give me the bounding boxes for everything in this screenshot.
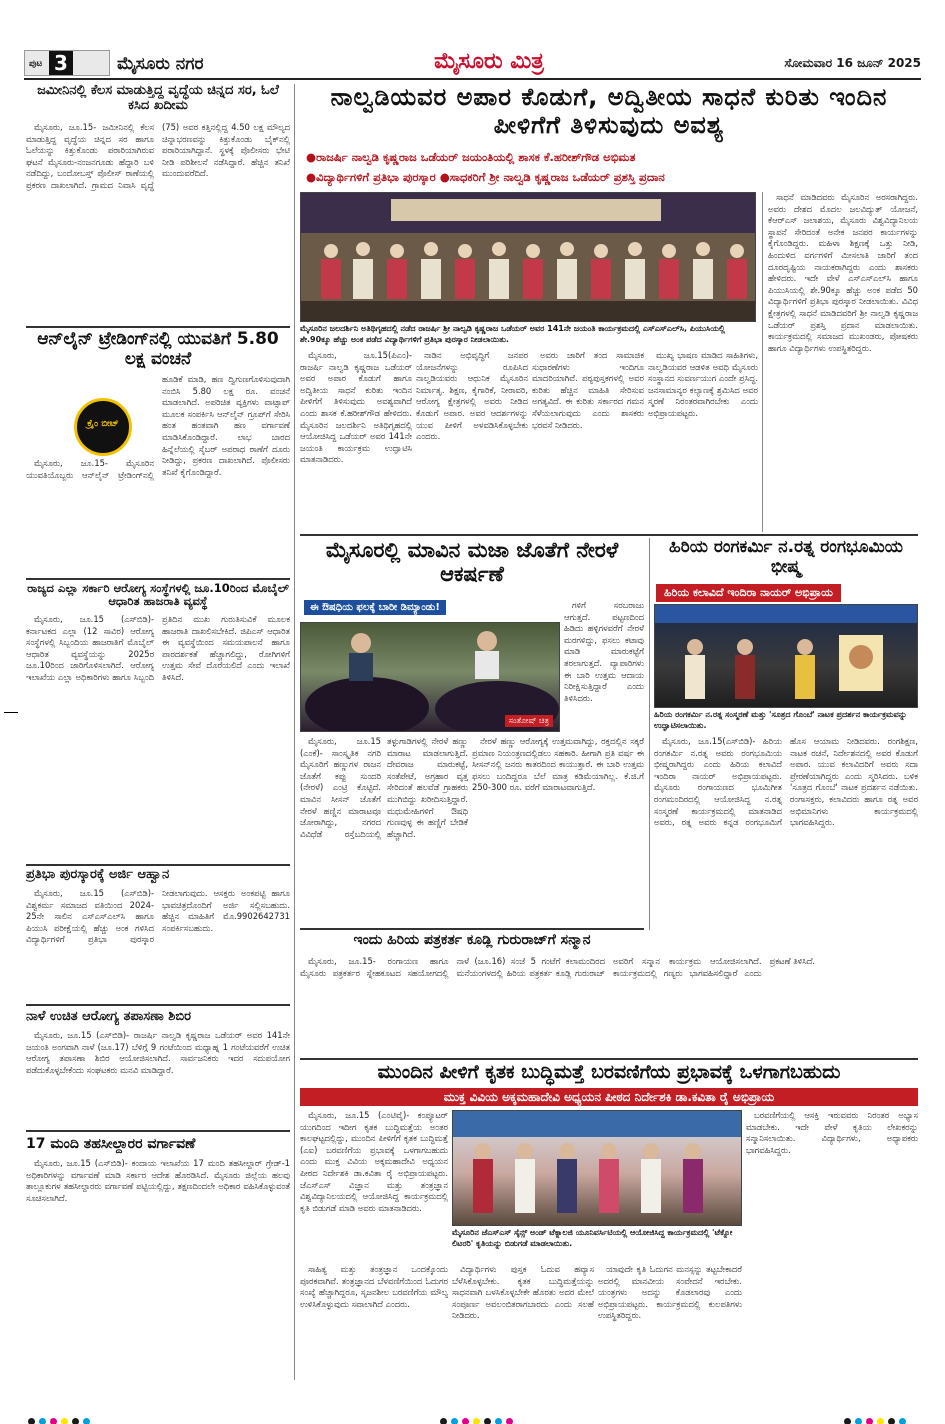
- ai-body-right-top-text: ಬರವಣಿಗೆಯಲ್ಲಿ ಆಸಕ್ತಿ ಇರುವವರು ನಿರಂತರ ಅಭ್ಯಾಸ ಮಾಡಬೇಕು. ಇದೇ ವೇಳೆ ಕೃತಿಯ ಲೇಖಕರನ್ನು ಸನ್ಮಾನಿಸಲಾಯಿತು. ವಿದ್ಯಾರ್ಥಿಗಳು, ಅಧ್ಯಾಪಕರು ಭಾಗವಹಿಸಿದ್ದರು.: [746, 1110, 918, 1155]
- story3-body-text: ಮೈಸೂರು, ಜೂ.15 (ಎಸ್‌ಬಿಡಿ)- ಕರ್ನಾಟಕದ ಎಲ್ಲಾ (12 ಸಾವಿರ) ಆರೋಗ್ಯ ಸಂಸ್ಥೆಗಳಲ್ಲಿ ಸಿಬ್ಬಂದಿಯ ಹಾಜರಾತಿಗೆ ಮೊಬೈಲ್ ಆಧಾರಿತ ವ್ಯವಸ್ಥೆಯನ್ನು 2025ರ ಜೂ.10ರಿಂದ ಜಾರಿಗೊಳಿಸಲಾಗಿದೆ. ಆರೋಗ್ಯ ಇಲಾಖೆಯ ಎಲ್ಲಾ ಅಧಿಕಾರಿಗಳು ಹಾಗೂ ಸಿಬ್ಬಂದಿ ಪ್ರತಿದಿನ ಮುಖ ಗುರುತಿಸುವಿಕೆ ಮೂಲಕ ಹಾಜರಾತಿ ದಾಖಲಿಸಬೇಕಿದೆ. ಜಿಪಿಎಸ್ ಆಧಾರಿತ ಈ ವ್ಯವಸ್ಥೆಯಿಂದ ಸಮಯಪಾಲನೆ ಹಾಗೂ ಪಾರದರ್ಶಕತೆ ಹೆಚ್ಚಾಗಲಿದ್ದು, ರೋಗಿಗಳಿಗೆ ಉತ್ತಮ ಸೇವೆ ದೊರೆಯಲಿದೆ ಎಂದು ಇಲಾಖೆ ತಿಳಿಸಿದೆ.: [26, 614, 290, 682]
- mango-tag: ಈ ಔಷಧಿಯ ಫಲಕ್ಕೆ ಬಾರೀ ಡಿಮ್ಯಾಂಡು!: [304, 600, 446, 615]
- lead-body-right-text: ಸಾಧನೆ ಮಾಡಿದವರು ಮೈಸೂರಿನ ಅರಸರಾಗಿದ್ದರು. ಅವರು ದೇಶದ ಮೊದಲ ಜಲವಿದ್ಯುತ್ ಯೋಜನೆ, ಕೆಆರ್‌ಎಸ್ ಜಲಾಶಯ, ಮೈಸೂರು ವಿಶ್ವವಿದ್ಯಾನಿಲಯ ಸ್ಥಾಪನೆ ಸೇರಿದಂತೆ ಅನೇಕ ಜನಪರ ಕಾರ್ಯಗಳನ್ನು ಕೈಗೊಂಡಿದ್ದರು. ಮಹಿಳಾ ಶಿಕ್ಷಣಕ್ಕೆ ಒತ್ತು ನೀಡಿ, ಹಿಂದುಳಿದ ವರ್ಗಗಳಿಗೆ ಮೀಸಲಾತಿ ಜಾರಿಗೆ ತಂದ ದೂರದೃಷ್ಟಿಯ ನಾಯಕರಾಗಿದ್ದರು ಎಂದು ಶಾಸಕರು ಹೇಳಿದರು. ಇದೇ ವೇಳೆ ಎಸ್ಎಸ್ಎಲ್‌ಸಿ ಹಾಗೂ ಪಿಯುಸಿಯಲ್ಲಿ ಶೇ.90ಕ್ಕೂ ಹೆಚ್ಚು ಅಂಕ ಪಡೆದ 50 ವಿದ್ಯಾರ್ಥಿಗಳಿಗೆ ಪ್ರತಿಭಾ ಪುರಸ್ಕಾರ ನೀಡಲಾಯಿತು. ವಿವಿಧ ಕ್ಷೇತ್ರಗಳಲ್ಲಿ ಸಾಧನೆ ಮಾಡಿದವರಿಗೆ ಶ್ರೀ ನಾಲ್ವಡಿ ಕೃಷ್ಣರಾಜ ಒಡೆಯರ್ ಪ್ರಶಸ್ತಿ ಪ್ರದಾನ ಮಾಡಲಾಯಿತು. ಕಾರ್ಯಕ್ರಮದಲ್ಲಿ ಸಮಾಜದ ಮುಖಂಡರು, ಪೋಷಕರು ಹಾಗೂ ವಿದ್ಯಾರ್ಥಿಗಳು ಉಪಸ್ಥಿತರಿದ್ದರು.: [768, 192, 918, 353]
- story1-body-text: ಮೈಸೂರು, ಜೂ.15- ಜಮೀನಿನಲ್ಲಿ ಕೆಲಸ ಮಾಡುತ್ತಿದ್ದ ವೃದ್ಧೆಯ ಚಿನ್ನದ ಸರ ಹಾಗೂ ಓಲೆಯನ್ನು ಕಿತ್ತುಕೊಂಡು ಪರಾರಿಯಾಗಿರುವ ಘಟನೆ ಮೈಸೂರು-ನಂಜನಗೂಡು ಹೆದ್ದಾರಿ ಬಳಿ ನಡೆದಿದ್ದು, ಬಂದೋಬಸ್ತ್ ಪೊಲೀಸ್ ಠಾಣೆಯಲ್ಲಿ ಪ್ರಕರಣ ದಾಖಲಾಗಿದೆ. ಗ್ರಾಮದ ನಿವಾಸಿ ವೃದ್ಧೆ (75) ಅವರ ಕತ್ತಿನಲ್ಲಿದ್ದ 4.50 ಲಕ್ಷ ಮೌಲ್ಯದ ಚಿನ್ನಾಭರಣವನ್ನು ಕಿತ್ತುಕೊಂಡು ಬೈಕ್‌ನಲ್ಲಿ ಪರಾರಿಯಾಗಿದ್ದಾನೆ. ಸ್ಥಳಕ್ಕೆ ಪೊಲೀಸರು ಭೇಟಿ ನೀಡಿ ಪರಿಶೀಲನೆ ನಡೆಸಿದ್ದಾರೆ. ಹೆಚ್ಚಿನ ತನಿಖೆ ಮುಂದುವರೆದಿದೆ.: [26, 122, 290, 190]
- story3-headline: ರಾಜ್ಯದ ಎಲ್ಲಾ ಸರ್ಕಾರಿ ಆರೋಗ್ಯ ಸಂಸ್ಥೆಗಳಲ್ಲಿ ಜೂ.10ರಿಂದ ಮೊಬೈಲ್ ಆಧಾರಿತ ಹಾಜರಾತಿ ವ್ಯವಸ್ಥೆ: [27, 581, 289, 609]
- theatre-body-text: ಮೈಸೂರು, ಜೂ.15(ಎಸ್‌ಬಿಡಿ)- ಹಿರಿಯ ರಂಗಕರ್ಮಿ ನ.ರತ್ನ ಅವರು ರಂಗಭೂಮಿಯ ಭೀಷ್ಮರಾಗಿದ್ದರು ಎಂದು ಹಿರಿಯ ಕಲಾವಿದೆ ಇಂದಿರಾ ನಾಯರ್ ಅಭಿಪ್ರಾಯಪಟ್ಟರು. ಮೈಸೂರು ರಂಗಾಯಣದ ಭೂಮಿಗೀತ ರಂಗಮಂದಿರದಲ್ಲಿ ಆಯೋಜಿಸಿದ್ದ ನ.ರತ್ನ ಸಂಸ್ಮರಣೆ ಕಾರ್ಯಕ್ರಮದಲ್ಲಿ ಮಾತನಾಡಿದ ಅವರು, ರತ್ನ ಅವರು ಕನ್ನಡ ರಂಗಭೂಮಿಗೆ ಹೊಸ ಆಯಾಮ ನೀಡಿದವರು. ರಂಗಶಿಕ್ಷಣ, ನಾಟಕ ರಚನೆ, ನಿರ್ದೇಶನದಲ್ಲಿ ಅವರ ಕೊಡುಗೆ ಅಪಾರ. ಯುವ ಕಲಾವಿದರಿಗೆ ಅವರು ಸದಾ ಪ್ರೇರಣೆಯಾಗಿದ್ದರು ಎಂದು ಸ್ಮರಿಸಿದರು. ಬಳಿಕ 'ಸೂತ್ರದ ಗೊಂಬೆ' ನಾಟಕ ಪ್ರದರ್ಶನ ನಡೆಯಿತು. ರಂಗಾಸಕ್ತರು, ಕಲಾವಿದರು ಹಾಗೂ ರತ್ನ ಅವರ ಅಭಿಮಾನಿಗಳು ಕಾರ್ಯಕ್ರಮದಲ್ಲಿ ಭಾಗವಹಿಸಿದ್ದರು.: [654, 736, 918, 828]
- story5-body: [26, 1030, 290, 1126]
- book-release-illustration: [453, 1111, 742, 1226]
- ai-body-col-1: [300, 1264, 448, 1378]
- mango-photo: [300, 622, 560, 732]
- mango-body-right-text: ಗಳಿಗೆ ಸರಬರಾಜು ಆಗುತ್ತದೆ. ಪಟ್ಟಣದಿಂದ ಹಿಡಿದು ಹಳ್ಳಿಗಳವರೆಗೆ ನೇರಳೆ ಮರಗಳಿದ್ದು, ಫಸಲು ಕಟಾವು ಮಾಡಿ ಮಾರುಕಟ್ಟೆಗೆ ತರಲಾಗುತ್ತದೆ. ವ್ಯಾಪಾರಿಗಳು ಈ ಬಾರಿ ಉತ್ತಮ ಆದಾಯ ನಿರೀಕ್ಷಿಸುತ್ತಿದ್ದಾರೆ ಎಂದು ತಿಳಿಸಿದರು.: [564, 600, 644, 703]
- registration-dots-left: [28, 1410, 94, 1418]
- lead-body-col-4-text: ಮುಖ್ಯ ಭಾಷಣ ಮಾಡಿದ ಸಾಹಿತಿಗಳು, ನಾಲ್ವಡಿಯವರ ಆಡಳಿತ ಅವಧಿ ಮೈಸೂರು ಸಂಸ್ಥಾನದ ಸುವರ್ಣಯುಗ ಎಂದೇ ಪ್ರಸಿದ್ಧ. ಜನಸಾಮಾನ್ಯರ ಕಲ್ಯಾಣಕ್ಕೆ ಶ್ರಮಿಸಿದ ಅವರ ಸ್ಮರಣೆ ನಿರಂತರವಾಗಿರಬೇಕು ಎಂದು ಅಭಿಪ್ರಾಯಪಟ್ಟರು.: [648, 350, 758, 418]
- story5-headline: ನಾಳೆ ಉಚಿತ ಆರೋಗ್ಯ ತಪಾಸಣಾ ಶಿಬಿರ: [26, 1009, 191, 1024]
- mango-body-mid-text: ನೇರಳೆ ಹಣ್ಣು ಆರೋಗ್ಯಕ್ಕೆ ಉತ್ತಮವಾಗಿದ್ದು, ರಕ್ತದಲ್ಲಿನ ಸಕ್ಕರೆ ಪ್ರಮಾಣ ನಿಯಂತ್ರಣದಲ್ಲಿಡಲು ಸಹಕಾರಿ. ಹೀಗಾಗಿ ಪ್ರತಿ ವರ್ಷ ಈ ಸೀಸನ್‌ನಲ್ಲಿ ಜನರು ಕಾತರದಿಂದ ಕಾಯುತ್ತಾರೆ. ಈ ಬಾರಿ ಉತ್ತಮ ಫಸಲು ಬಂದಿದ್ದರೂ ಬೆಲೆ ಮಾತ್ರ ಕಡಿಮೆಯಾಗಿಲ್ಲ. ಕೆ.ಜಿ.ಗೆ 250-300 ರೂ. ವರೆಗೆ ಮಾರಾಟವಾಗುತ್ತಿದೆ.: [472, 736, 644, 793]
- lead-body-col-1: [300, 350, 412, 530]
- lead-body-col-2: [416, 350, 528, 530]
- lead-photo-caption: ಮೈಸೂರಿನ ಜಲದರ್ಶಿನಿ ಅತಿಥಿಗೃಹದಲ್ಲಿ ನಡೆದ ರಾಜರ್ಷಿ ಶ್ರೀ ನಾಲ್ವಡಿ ಕೃಷ್ಣರಾಜ ಒಡೆಯರ್ ಅವರ 141ನೇ ಜಯಂತಿ ಕಾರ್ಯಕ್ರಮದಲ್ಲಿ ಎಸ್ಎಸ್ಎಲ್‌ಸಿ, ಪಿಯುಸಿಯಲ್ಲಿ ಶೇ.90ಕ್ಕೂ ಹೆಚ್ಚು ಅಂಕ ಪಡೆದ ವಿದ್ಯಾರ್ಥಿಗಳಿಗೆ ಪ್ರತಿಭಾ ಪುರಸ್ಕಾರ ನೀಡಲಾಯಿತು.: [300, 324, 725, 344]
- story3-body: [26, 614, 290, 862]
- divider: [300, 1058, 918, 1060]
- divider: [26, 1004, 290, 1006]
- divider: [26, 864, 290, 866]
- story4-body-text: ಮೈಸೂರು, ಜೂ.15 (ಎಸ್‌ಬಿಡಿ)- ವಿಶ್ವಕರ್ಮ ಸಮಾಜದ ವತಿಯಿಂದ 2024-25ನೇ ಸಾಲಿನ ಎಸ್ಎಸ್ಎಲ್‌ಸಿ ಹಾಗೂ ಪಿಯುಸಿ ಪರೀಕ್ಷೆಯಲ್ಲಿ ಹೆಚ್ಚು ಅಂಕ ಗಳಿಸಿದ ವಿದ್ಯಾರ್ಥಿಗಳಿಗೆ ಪ್ರತಿಭಾ ಪುರಸ್ಕಾರ ನೀಡಲಾಗುವುದು. ಆಸಕ್ತರು ಅಂಕಪಟ್ಟಿ ಹಾಗೂ ಭಾವಚಿತ್ರದೊಂದಿಗೆ ಅರ್ಜಿ ಸಲ್ಲಿಸಬಹುದು. ಹೆಚ್ಚಿನ ಮಾಹಿತಿಗೆ ಮೊ.9902642731 ಸಂಪರ್ಕಿಸಬಹುದು.: [26, 888, 290, 945]
- story2-body: [26, 374, 290, 574]
- lead-right-rule: [762, 192, 763, 532]
- story4-headline: ಪ್ರತಿಭಾ ಪುರಸ್ಕಾರಕ್ಕೆ ಅರ್ಜಿ ಆಹ್ವಾನ: [26, 867, 170, 882]
- theatre-photo: [654, 604, 918, 708]
- story6-headline: 17 ಮಂದಿ ತಹಸೀಲ್ದಾರರ ವರ್ಗಾವಣೆ: [26, 1136, 196, 1152]
- ai-body-col-1-text: ಸಾಹಿತ್ಯ ಮತ್ತು ತಂತ್ರಜ್ಞಾನ ಒಂದಕ್ಕೊಂದು ಪೂರಕವಾಗಿವೆ. ತಂತ್ರಜ್ಞಾನದ ಬೆಳವಣಿಗೆಯಿಂದ ಓದುಗರ ಸಂಖ್ಯೆ ಹೆಚ್ಚಾಗಿದ್ದರೂ, ಸೃಜನಶೀಲ ಬರವಣಿಗೆಯ ಮೌಲ್ಯ ಉಳಿಸಿಕೊಳ್ಳುವುದು ಸವಾಲಾಗಿದೆ ಎಂದರು.: [300, 1264, 448, 1309]
- page-number-box: [24, 50, 204, 76]
- divider: [300, 928, 644, 930]
- left-column-rule: [294, 84, 295, 1380]
- lead-headline: ನಾಲ್ವಡಿಯವರ ಅಪಾರ ಕೊಡುಗೆ, ಅದ್ವಿತೀಯ ಸಾಧನೆ ಕುರಿತು ಇಂದಿನ ಪೀಳಿಗೆಗೆ ತಿಳಿಸುವುದು ಅವಶ್ಯ: [330, 83, 888, 139]
- lead-photo: [300, 192, 756, 322]
- divider: [300, 534, 918, 536]
- registration-dots-center: [440, 1410, 517, 1418]
- mango-body-right: [564, 600, 644, 732]
- ai-body-col-2: [452, 1264, 594, 1378]
- story2-headline: ಆನ್‌ಲೈನ್ ಟ್ರೇಡಿಂಗ್‌ನಲ್ಲಿ ಯುವತಿಗೆ 5.80 ಲಕ್ಷ ವಂಚನೆ: [37, 329, 279, 369]
- ai-body-left-text: ಮೈಸೂರು, ಜೂ.15 (ಎಂಟಿವೈ)- ಕಂಪ್ಯೂಟರ್ ಯುಗದಿಂದ ಇದೀಗ ಕೃತಕ ಬುದ್ಧಿಮತ್ತೆಯ ಅಂತರ ಕಾಲಘಟ್ಟದಲ್ಲಿದ್ದು, ಮುಂದಿನ ಪೀಳಿಗೆಗೆ ಕೃತಕ ಬುದ್ಧಿಮತ್ತೆ (ಎಐ) ಬರವಣಿಗೆಯ ಪ್ರಭಾವಕ್ಕೆ ಒಳಗಾಗಬಹುದು ಎಂದು ಮುಕ್ತ ವಿವಿಯ ಅಕ್ಕಮಹಾದೇವಿ ಅಧ್ಯಯನ ಪೀಠದ ನಿರ್ದೇಶಕಿ ಡಾ.ಕವಿತಾ ರೈ ಅಭಿಪ್ರಾಯಪಟ್ಟರು. ಜೆಎಸ್‌ಎಸ್ ವಿಜ್ಞಾನ ಮತ್ತು ತಂತ್ರಜ್ಞಾನ ವಿಶ್ವವಿದ್ಯಾನಿಲಯದಲ್ಲಿ ಆಯೋಜಿಸಿದ್ದ ಕಾರ್ಯಕ್ರಮದಲ್ಲಿ ಕೃತಿ ಬಿಡುಗಡೆ ಮಾಡಿ ಅವರು ಮಾತನಾಡಿದರು.: [300, 1110, 448, 1213]
- theatre-body: [654, 736, 918, 928]
- lead-body-col-1-text: ಮೈಸೂರು, ಜೂ.15(ಪಿಎಂ)- ರಾಜರ್ಷಿ ನಾಲ್ವಡಿ ಕೃಷ್ಣರಾಜ ಒಡೆಯರ್ ಅವರ ಅಪಾರ ಕೊಡುಗೆ ಹಾಗೂ ಅದ್ವಿತೀಯ ಸಾಧನೆ ಕುರಿತು ಇಂದಿನ ಪೀಳಿಗೆಗೆ ತಿಳಿಸುವುದು ಅವಶ್ಯವಾಗಿದೆ ಎಂದು ಶಾಸಕ ಕೆ.ಹರೀಶ್‌ಗೌಡ ಹೇಳಿದರು. ಮೈಸೂರಿನ ಜಲದರ್ಶಿನಿ ಅತಿಥಿಗೃಹದಲ್ಲಿ ಆಯೋಜಿಸಿದ್ದ ಒಡೆಯರ್ ಅವರ 141ನೇ ಜಯಂತಿ ಕಾರ್ಯಕ್ರಮ ಉದ್ಘಾಟಿಸಿ ಮಾತನಾಡಿದರು.: [300, 350, 412, 465]
- mango-headline: ಮೈಸೂರಲ್ಲಿ ಮಾವಿನ ಮಜಾ ಜೊತೆಗೆ ನೇರಳೆ ಆಕರ್ಷಣೆ: [325, 538, 619, 587]
- theatre-caption: ಹಿರಿಯ ರಂಗಕರ್ಮಿ ನ.ರತ್ನ ಸಂಸ್ಮರಣೆ ಮತ್ತು 'ಸೂತ್ರದ ಗೊಂಬೆ' ನಾಟಕ ಪ್ರದರ್ಶನ ಕಾರ್ಯಕ್ರಮವನ್ನು ಉದ್ಘಾಟಿಸಲಾಯಿತು.: [654, 710, 907, 730]
- story6-body: [26, 1158, 290, 1374]
- lead-body-right: [768, 192, 918, 532]
- story1-body: [26, 122, 290, 324]
- ai-photo: [452, 1110, 742, 1226]
- lead-body-col-4: [648, 350, 758, 530]
- ai-body-right-top: [746, 1110, 918, 1260]
- theatre-stage-illustration: [655, 605, 918, 708]
- crop-mark: [4, 712, 18, 713]
- lead-bullet-1: ●ರಾಜರ್ಷಿ ನಾಲ್ವಡಿ ಕೃಷ್ಣರಾಜ ಒಡೆಯರ್ ಜಯಂತಿಯಲ್ಲಿ ಶಾಸಕ ಕೆ.ಹರೀಶ್‌ಗೌಡ ಅಭಿಮತ: [306, 150, 636, 164]
- divider: [26, 1130, 290, 1132]
- ai-banner: ಮುಕ್ತ ವಿವಿಯ ಅಕ್ಕಮಹಾದೇವಿ ಅಧ್ಯಯನ ಪೀಠದ ನಿರ್ದೇಶಕಿ ಡಾ.ಕವಿತಾ ರೈ ಅಭಿಪ್ರಾಯ: [300, 1088, 918, 1106]
- lead-photo-illustration: [301, 193, 756, 322]
- theatre-left-rule: [649, 538, 650, 930]
- story4-body: [26, 888, 290, 1002]
- mango-body-left: [300, 736, 468, 926]
- story5-body-text: ಮೈಸೂರು, ಜೂ.15 (ಎಸ್‌ಬಿಡಿ)- ರಾಜರ್ಷಿ ನಾಲ್ವಡಿ ಕೃಷ್ಣರಾಜ ಒಡೆಯರ್ ಅವರ 141ನೇ ಜಯಂತಿ ಅಂಗವಾಗಿ ನಾಳೆ (ಜೂ.17) ಬೆಳಿಗ್ಗೆ 9 ಗಂಟೆಯಿಂದ ಮಧ್ಯಾಹ್ನ 1 ಗಂಟೆಯವರೆಗೆ ಉಚಿತ ಆರೋಗ್ಯ ತಪಾಸಣಾ ಶಿಬಿರ ಆಯೋಜಿಸಲಾಗಿದೆ. ಸಾರ್ವಜನಿಕರು ಇದರ ಸದುಪಯೋಗ ಪಡೆದುಕೊಳ್ಳಬೇಕೆಂದು ಸಂಘಟಕರು ಮನವಿ ಮಾಡಿದ್ದಾರೆ.: [26, 1030, 290, 1075]
- newspaper-brand: ಮೈಸೂರು ಮಿತ್ರ: [434, 48, 544, 74]
- mango-body-mid: [472, 736, 644, 926]
- ai-body-col-2-text: ವಿದ್ಯಾರ್ಥಿಗಳು ಪುಸ್ತಕ ಓದುವ ಹವ್ಯಾಸ ಬೆಳೆಸಿಕೊಳ್ಳಬೇಕು. ಕೃತಕ ಬುದ್ಧಿಮತ್ತೆಯನ್ನು ಸಾಧನವಾಗಿ ಬಳಸಿಕೊಳ್ಳಬೇಕೇ ಹೊರತು ಅದರ ಮೇಲೆ ಸಂಪೂರ್ಣ ಅವಲಂಬಿತರಾಗಬಾರದು ಎಂದು ಸಲಹೆ ನೀಡಿದರು.: [452, 1264, 594, 1321]
- ai-body-col-3-text: ಯಾವುದೇ ಕೃತಿ ಓದುಗನ ಮನಸ್ಸನ್ನು ತಟ್ಟಬೇಕಾದರೆ ಅದರಲ್ಲಿ ಮಾನವೀಯ ಸಂವೇದನೆ ಇರಬೇಕು. ಯಂತ್ರಗಳು ಅದನ್ನು ಕೊಡಲಾರವು ಎಂದು ಅಭಿಪ್ರಾಯಪಟ್ಟರು. ಕಾರ್ಯಕ್ರಮದಲ್ಲಿ ಕುಲಪತಿಗಳು ಉಪಸ್ಥಿತರಿದ್ದರು.: [598, 1264, 742, 1321]
- divider: [26, 578, 290, 580]
- masthead: [24, 46, 921, 80]
- theatre-tag: ಹಿರಿಯ ಕಲಾವಿದೆ ಇಂದಿರಾ ನಾಯರ್ ಅಭಿಪ್ರಾಯ: [656, 584, 841, 602]
- ai-headline: ಮುಂದಿನ ಪೀಳಿಗೆ ಕೃತಕ ಬುದ್ಧಿಮತ್ತೆ ಬರವಣಿಗೆಯ ಪ್ರಭಾವಕ್ಕೆ ಒಳಗಾಗಬಹುದು: [377, 1061, 841, 1083]
- lead-body-col-3-text: ಅವರು ಜಾರಿಗೆ ತಂದ ಸಾಮಾಜಿಕ ಸುಧಾರಣೆಗಳು ಇಂದಿಗೂ ಮಾದರಿಯಾಗಿವೆ. ಪಠ್ಯಪುಸ್ತಕಗಳಲ್ಲಿ ಅವರ ಕುರಿತು ಹೆಚ್ಚಿನ ಮಾಹಿತಿ ಸೇರಿಸುವ ಅಗತ್ಯವಿದೆ. ಈ ಕುರಿತು ಸರ್ಕಾರದ ಗಮನ ಸೆಳೆಯಲಾಗುವುದು ಎಂದು ಶಾಸಕರು ಭರವಸೆ ನೀಡಿದರು.: [532, 350, 644, 430]
- lead-bullet-2: ●ವಿದ್ಯಾರ್ಥಿಗಳಿಗೆ ಪ್ರತಿಭಾ ಪುರಸ್ಕಾರ ●ಸಾಧಕರಿಗೆ ಶ್ರೀ ನಾಲ್ವಡಿ ಕೃಷ್ಣರಾಜ ಒಡೆಯರ್ ಪ್ರಶಸ್ತಿ ಪ್ರದಾನ: [306, 170, 665, 184]
- registration-dots-right: [844, 1410, 910, 1418]
- section-title: ಮೈಸೂರು ನಗರ: [117, 54, 204, 74]
- story2-body-text: ಮೈಸೂರು, ಜೂ.15- ಮೈಸೂರಿನ ಯುವತಿಯೊಬ್ಬರು ಆನ್‌ಲೈನ್ ಟ್ರೇಡಿಂಗ್‌ನಲ್ಲಿ ಹೂಡಿಕೆ ಮಾಡಿ, ಹಣ ದ್ವಿಗುಣಗೊಳಿಸುವುದಾಗಿ ನಂಬಿಸಿ 5.80 ಲಕ್ಷ ರೂ. ವಂಚನೆ ಮಾಡಲಾಗಿದೆ. ಅಪರಿಚಿತ ವ್ಯಕ್ತಿಗಳು ವಾಟ್ಸಾಪ್ ಮೂಲಕ ಸಂಪರ್ಕಿಸಿ ಆನ್‌ಲೈನ್ ಗ್ರೂಪ್‌ಗೆ ಸೇರಿಸಿ ಹಂತ ಹಂತವಾಗಿ ಹಣ ವರ್ಗಾವಣೆ ಮಾಡಿಸಿಕೊಂಡಿದ್ದಾರೆ. ಲಾಭ ಬಾರದ ಹಿನ್ನೆಲೆಯಲ್ಲಿ ಸೈಬರ್ ಅಪರಾಧ ಠಾಣೆಗೆ ದೂರು ನೀಡಿದ್ದು, ಪ್ರಕರಣ ದಾಖಲಾಗಿದೆ. ಪೊಲೀಸರು ತನಿಖೆ ಕೈಗೊಂಡಿದ್ದಾರೆ.: [26, 374, 290, 480]
- journalist-body-text: ಮೈಸೂರು, ಜೂ.15- ರಂಗಾಯಣ ಹಾಗೂ ಮೈಸೂರು ಪತ್ರಕರ್ತರ ಸ್ನೇಹಕೂಟದ ಸಹಯೋಗದಲ್ಲಿ ನಾಳೆ (ಜೂ.16) ಸಂಜೆ 5 ಗಂಟೆಗೆ ಕಲಾಮಂದಿರದ ಮನೆಯಂಗಳದಲ್ಲಿ ಹಿರಿಯ ಪತ್ರಕರ್ತ ಕೂಡ್ಲಿ ಗುರುರಾಜ್ ಅವರಿಗೆ ಸನ್ಮಾನ ಕಾರ್ಯಕ್ರಮ ಆಯೋಜಿಸಲಾಗಿದೆ. ಕಾರ್ಯಕ್ರಮದಲ್ಲಿ ಗಣ್ಯರು ಭಾಗವಹಿಸಲಿದ್ದಾರೆ ಎಂದು ಪ್ರಕಟಣೆ ತಿಳಿಸಿದೆ.: [300, 956, 816, 978]
- lead-body-col-2-text: ನಾಡಿನ ಅಭಿವೃದ್ಧಿಗೆ ಜನಪರ ಯೋಜನೆಗಳನ್ನು ರೂಪಿಸಿದ ನಾಲ್ವಡಿಯವರು ಆಧುನಿಕ ಮೈಸೂರಿನ ನಿರ್ಮಾತೃ. ಶಿಕ್ಷಣ, ಕೈಗಾರಿಕೆ, ನೀರಾವರಿ, ಆರೋಗ್ಯ ಕ್ಷೇತ್ರಗಳಲ್ಲಿ ಅವರು ನೀಡಿದ ಕೊಡುಗೆ ಅಪಾರ. ಅವರ ಆದರ್ಶಗಳನ್ನು ಯುವ ಪೀಳಿಗೆ ಅಳವಡಿಸಿಕೊಳ್ಳಬೇಕು ಎಂದರು.: [416, 350, 528, 442]
- page-number: 3: [49, 51, 73, 75]
- lead-body-col-3: [532, 350, 644, 530]
- theatre-headline: ಹಿರಿಯ ರಂಗಕರ್ಮಿ ನ.ರತ್ನ ರಂಗಭೂಮಿಯ ಭೀಷ್ಮ: [669, 537, 903, 577]
- divider: [26, 326, 290, 328]
- ai-body-left: [300, 1110, 448, 1260]
- ai-photo-caption: ಮೈಸೂರಿನ ಜೆಎಸ್‌ಎಸ್ ಸೈನ್ಸ್ ಅಂಡ್ ಟೆಕ್ನಾಲಜಿ ಯೂನಿವರ್ಸಿಟಿಯಲ್ಲಿ ಆಯೋಜಿಸಿದ್ದ ಕಾರ್ಯಕ್ರಮದಲ್ಲಿ 'ಟೆಕ್ನೋ ಲಿಟರರಿ' ಕೃತಿಯನ್ನು ಬಿಡುಗಡೆ ಮಾಡಲಾಯಿತು.: [452, 1228, 733, 1248]
- journalist-body: [300, 956, 918, 1056]
- dateline: ಸೋಮವಾರ 16 ಜೂನ್ 2025: [784, 56, 921, 70]
- crime-beat-badge-icon: ಕ್ರೈಂ ಬೀಟ್: [74, 398, 132, 456]
- story6-body-text: ಮೈಸೂರು, ಜೂ.15 (ಎಸ್‌ಬಿಡಿ)- ಕಂದಾಯ ಇಲಾಖೆಯ 17 ಮಂದಿ ತಹಸೀಲ್ದಾರ್ ಗ್ರೇಡ್-1 ಅಧಿಕಾರಿಗಳನ್ನು ವರ್ಗಾವಣೆ ಮಾಡಿ ಸರ್ಕಾರ ಆದೇಶ ಹೊರಡಿಸಿದೆ. ಮೈಸೂರು ಜಿಲ್ಲೆಯ ಹಲವು ತಾಲ್ಲೂಕುಗಳ ತಹಸೀಲ್ದಾರರು ವರ್ಗಾವಣೆ ಪಟ್ಟಿಯಲ್ಲಿದ್ದು, ತಕ್ಷಣದಿಂದಲೇ ಅಧಿಕಾರ ವಹಿಸಿಕೊಳ್ಳುವಂತೆ ಸೂಚಿಸಲಾಗಿದೆ.: [26, 1158, 290, 1203]
- story1-headline: ಜಮೀನಿನಲ್ಲಿ ಕೆಲಸ ಮಾಡುತ್ತಿದ್ದ ವೃದ್ಧೆಯ ಚಿನ್ನದ ಸರ, ಓಲೆ ಕಸಿದ ಖದೀಮ: [37, 83, 279, 113]
- journalist-headline: ಇಂದು ಹಿರಿಯ ಪತ್ರಕರ್ತ ಕೂಡ್ಲಿ ಗುರುರಾಜ್‌ಗೆ ಸನ್ಮಾನ: [353, 932, 591, 948]
- ai-body-col-3: [598, 1264, 742, 1378]
- mango-body-left-text: ಮೈಸೂರು, ಜೂ.15 (ಎಂಕೆ)- ಸಾಂಸ್ಕೃತಿಕ ನಗರಿ ಮೈಸೂರಿಗೆ ಹಣ್ಣುಗಳ ರಾಜನ ಜೊತೆಗೆ ಕಪ್ಪು ಸುಂದರಿ (ನೇರಳೆ) ಎಂಟ್ರಿ ಕೊಟ್ಟಿದೆ. ಮಾವಿನ ಸೀಸನ್ ಜೊತೆಗೆ ನೇರಳೆ ಹಣ್ಣಿನ ಮಾರಾಟವೂ ಜೋರಾಗಿದ್ದು, ನಗರದ ವಿವಿಧೆಡೆ ರಸ್ತೆಬದಿಯಲ್ಲಿ ತಳ್ಳುಗಾಡಿಗಳಲ್ಲಿ ನೇರಳೆ ಹಣ್ಣು ಮಾರಾಟ ಮಾಡಲಾಗುತ್ತಿದೆ. ದೇವರಾಜ ಮಾರುಕಟ್ಟೆ, ಸಂತೆಪೇಟೆ, ಅಗ್ರಹಾರ ವೃತ್ತ ಸೇರಿದಂತೆ ಹಲವೆಡೆ ಗ್ರಾಹಕರು ಮುಗಿಬಿದ್ದು ಖರೀದಿಸುತ್ತಿದ್ದಾರೆ. ಮಧುಮೇಹಿಗಳಿಗೆ ಔಷಧಿ ಗುಣವುಳ್ಳ ಈ ಹಣ್ಣಿಗೆ ಬೇಡಿಕೆ ಹೆಚ್ಚಾಗಿದೆ.: [300, 736, 468, 839]
- photo-credit-label: ಸಂತೋಷ್ ಚಿತ್ರ: [505, 715, 553, 727]
- page-label: ಪುಟ: [29, 59, 43, 69]
